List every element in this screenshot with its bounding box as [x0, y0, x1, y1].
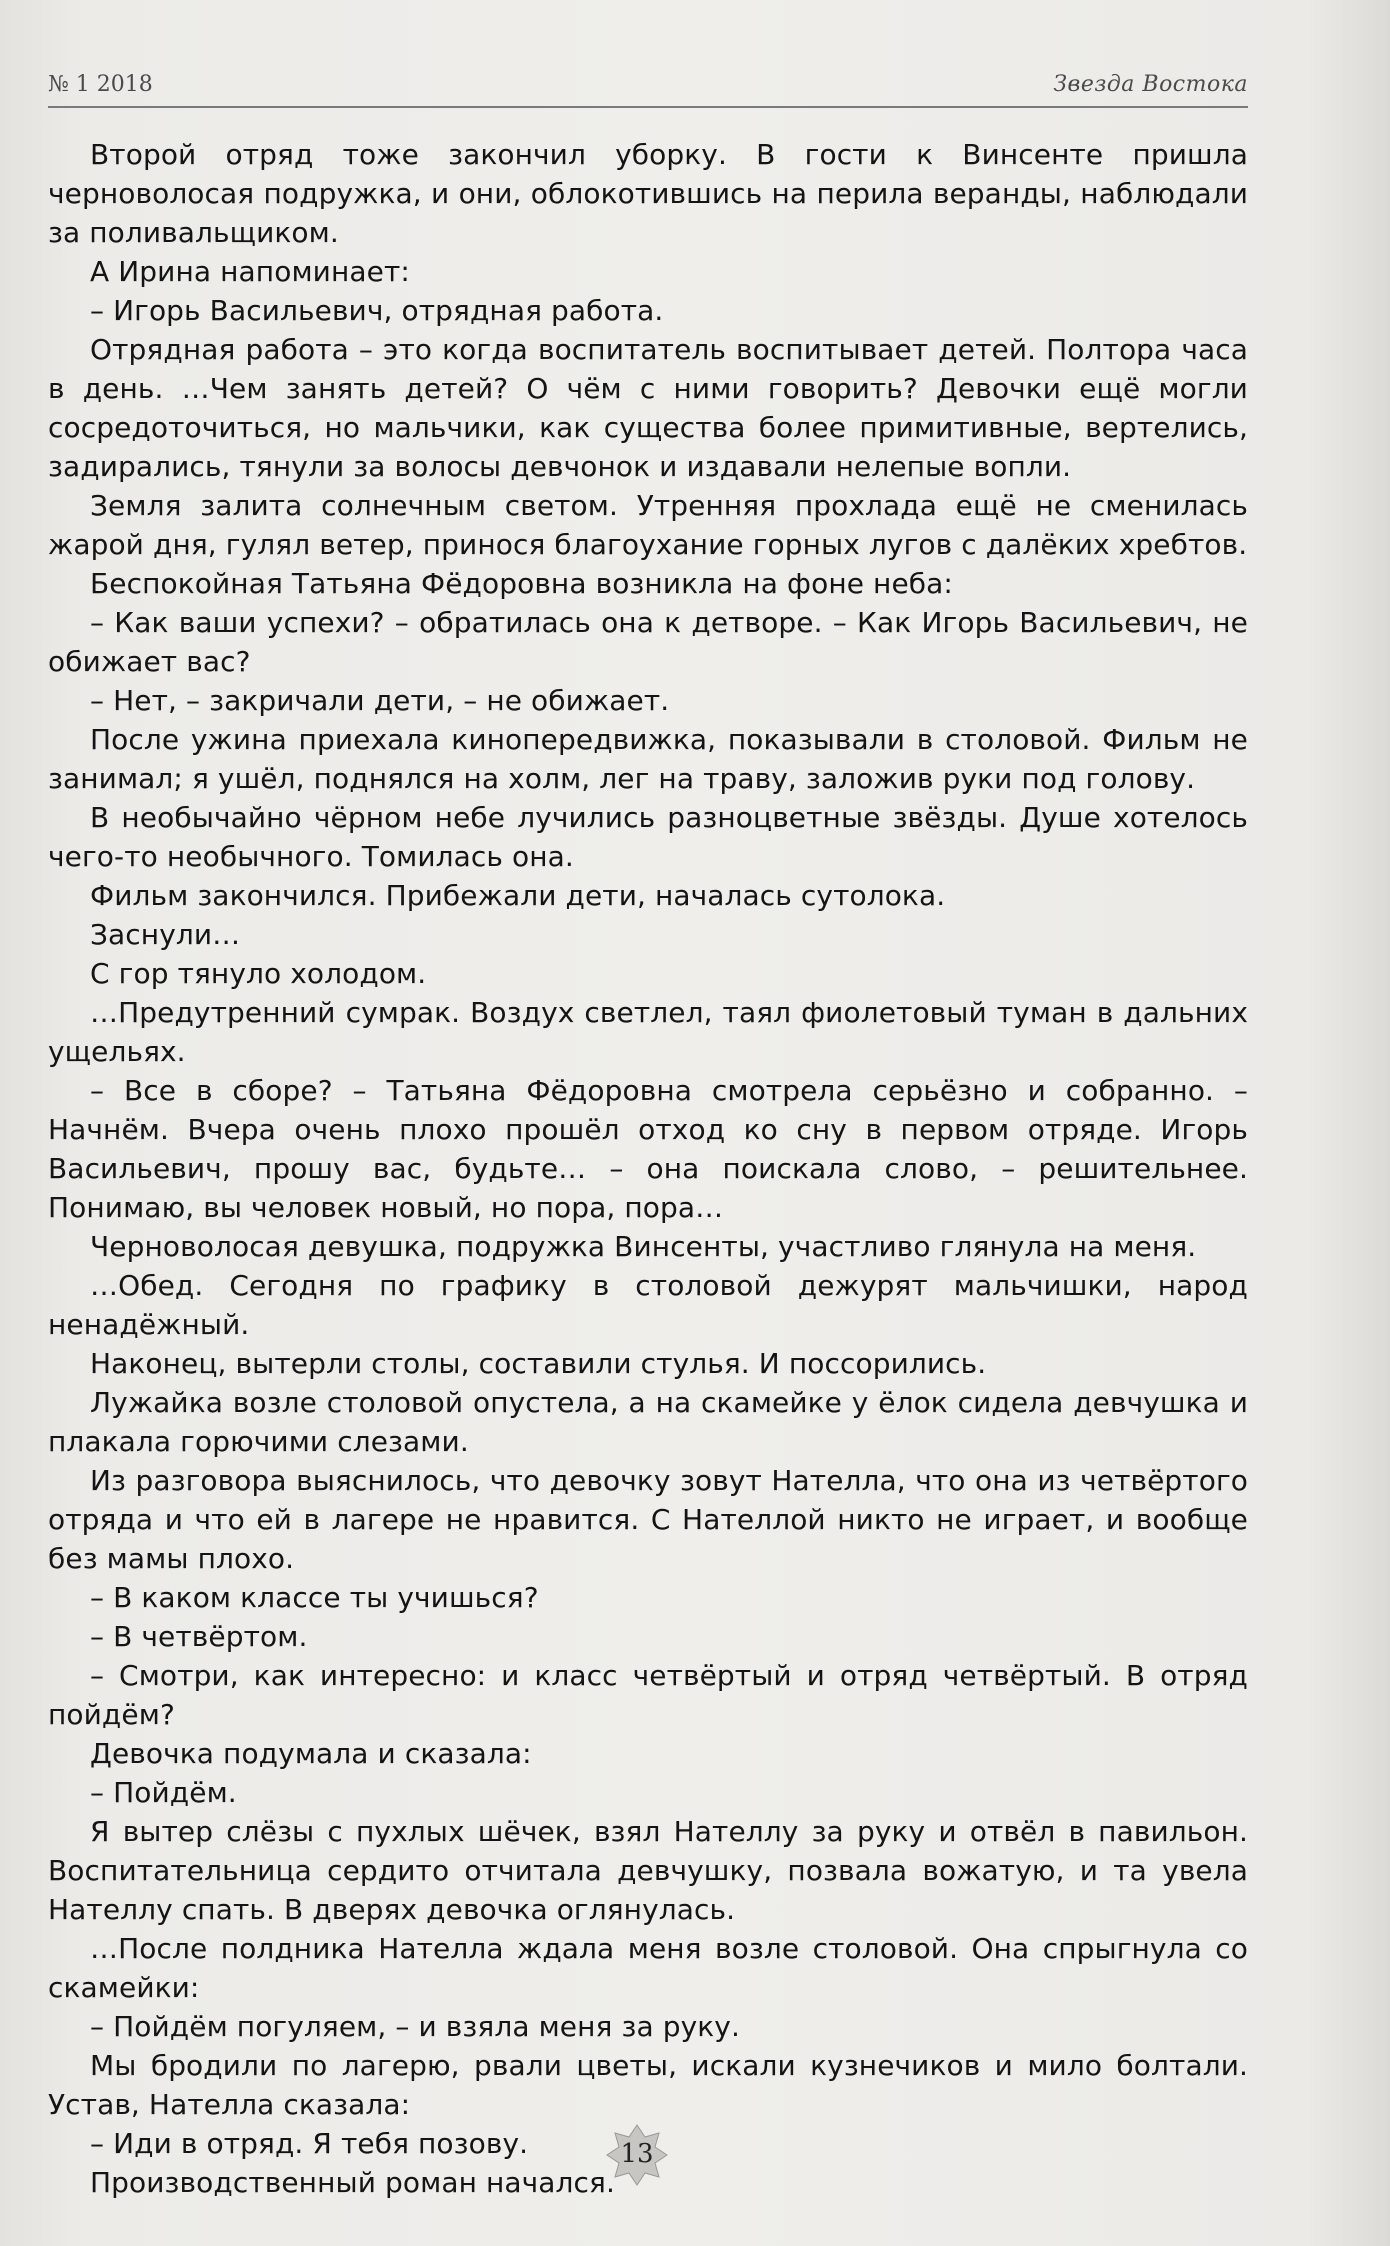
- issue-number: № 1 2018: [48, 72, 153, 97]
- page-number: 13: [620, 2139, 654, 2169]
- running-header: [48, 70, 1248, 110]
- paragraph: – Смотри, как интересно: и класс четвёртый и отряд четвёртый. В отряд пойдём?: [48, 1659, 1248, 1731]
- paragraph: – Пойдём погуляем, – и взяла меня за руку.: [90, 2010, 740, 2043]
- paragraph: Я вытер слёзы с пухлых шёчек, взял Нателлу за руку и отвёл в павильон. Воспитательница сердито отчитала девчушку, позвала вожатую, и та увела Нателлу спать. В дверях девочка оглянулась.: [48, 1815, 1248, 1926]
- paragraph: – В четвёртом.: [90, 1620, 308, 1653]
- paragraph: Из разговора выяснилось, что девочку зовут Нателла, что она из четвёртого отряда и что ей в лагере не нравится. С Нателлой никто не играет, и вообще без мамы плохо.: [48, 1464, 1248, 1575]
- paragraph: А Ирина напоминает:: [90, 255, 410, 288]
- paragraph: Беспокойная Татьяна Фёдоровна возникла на фоне неба:: [90, 567, 953, 600]
- paragraph: Заснули…: [90, 918, 241, 951]
- paragraph: Фильм закончился. Прибежали дети, началась сутолока.: [90, 879, 946, 912]
- paragraph: С гор тянуло холодом.: [90, 957, 427, 990]
- paragraph: – Как ваши успехи? – обратилась она к детворе. – Как Игорь Васильевич, не обижает вас?: [48, 606, 1248, 678]
- paragraph: В необычайно чёрном небе лучились разноцветные звёзды. Душе хотелось чего-то необычного. Томилась она.: [48, 801, 1248, 873]
- paragraph: …Обед. Сегодня по графику в столовой дежурят мальчишки, народ ненадёжный.: [48, 1269, 1248, 1341]
- paragraph: После ужина приехала кинопередвижка, показывали в столовой. Фильм не занимал; я ушёл, поднялся на холм, лег на траву, заложив руки под голову.: [48, 723, 1248, 795]
- header-rule: [48, 106, 1248, 108]
- paragraph: Отрядная работа – это когда воспитатель воспитывает детей. Полтора часа в день. …Чем занять детей? О чём с ними говорить? Девочки ещё могли сосредоточиться, но мальчики, как существа более примитивные, вертелись, задирались, тянули за волосы девчонок и издавали нелепые вопли.: [48, 333, 1248, 483]
- paragraph: Второй отряд тоже закончил уборку. В гости к Винсенте пришла черноволосая подружка, и они, облокотившись на перила веранды, наблюдали за поливальщиком.: [48, 138, 1248, 249]
- paragraph: – Пойдём.: [90, 1776, 237, 1809]
- paragraph: Лужайка возле столовой опустела, а на скамейке у ёлок сидела девчушка и плакала горючими слезами.: [48, 1386, 1248, 1458]
- page-number-ornament: [605, 2123, 669, 2187]
- paragraph: – Нет, – закричали дети, – не обижает.: [90, 684, 670, 717]
- paragraph: Производственный роман начался.: [90, 2166, 615, 2199]
- paragraph: – В каком классе ты учишься?: [90, 1581, 539, 1614]
- paragraph: – Иди в отряд. Я тебя позову.: [90, 2127, 529, 2160]
- paragraph: Земля залита солнечным светом. Утренняя прохлада ещё не сменилась жарой дня, гулял ветер, принося благоухание горных лугов с далёких хребтов.: [48, 489, 1248, 561]
- paragraph: …Предутренний сумрак. Воздух светлел, таял фиолетовый туман в дальних ущельях.: [48, 996, 1248, 1068]
- paragraph: Черноволосая девушка, подружка Винсенты, участливо глянула на меня.: [90, 1230, 1197, 1263]
- paragraph: …После полдника Нателла ждала меня возле столовой. Она спрыгнула со скамейки:: [48, 1932, 1248, 2004]
- paragraph: Мы бродили по лагерю, рвали цветы, искали кузнечиков и мило болтали. Устав, Нателла сказала:: [48, 2049, 1248, 2121]
- paragraph: Наконец, вытерли столы, составили стулья. И поссорились.: [90, 1347, 987, 1380]
- paragraph: Девочка подумала и сказала:: [90, 1737, 532, 1770]
- paragraph: – Игорь Васильевич, отрядная работа.: [90, 294, 664, 327]
- body-text: [48, 135, 1248, 2202]
- paragraph: – Все в сборе? – Татьяна Фёдоровна смотрела серьёзно и собранно. – Начнём. Вчера очень плохо прошёл отход ко сну в первом отряде. Игорь Васильевич, прошу вас, будьте… – она поискала слово, – решительнее. Понимаю, вы человек новый, но пора, пора…: [48, 1074, 1248, 1224]
- journal-title: Звезда Востока: [1053, 72, 1248, 97]
